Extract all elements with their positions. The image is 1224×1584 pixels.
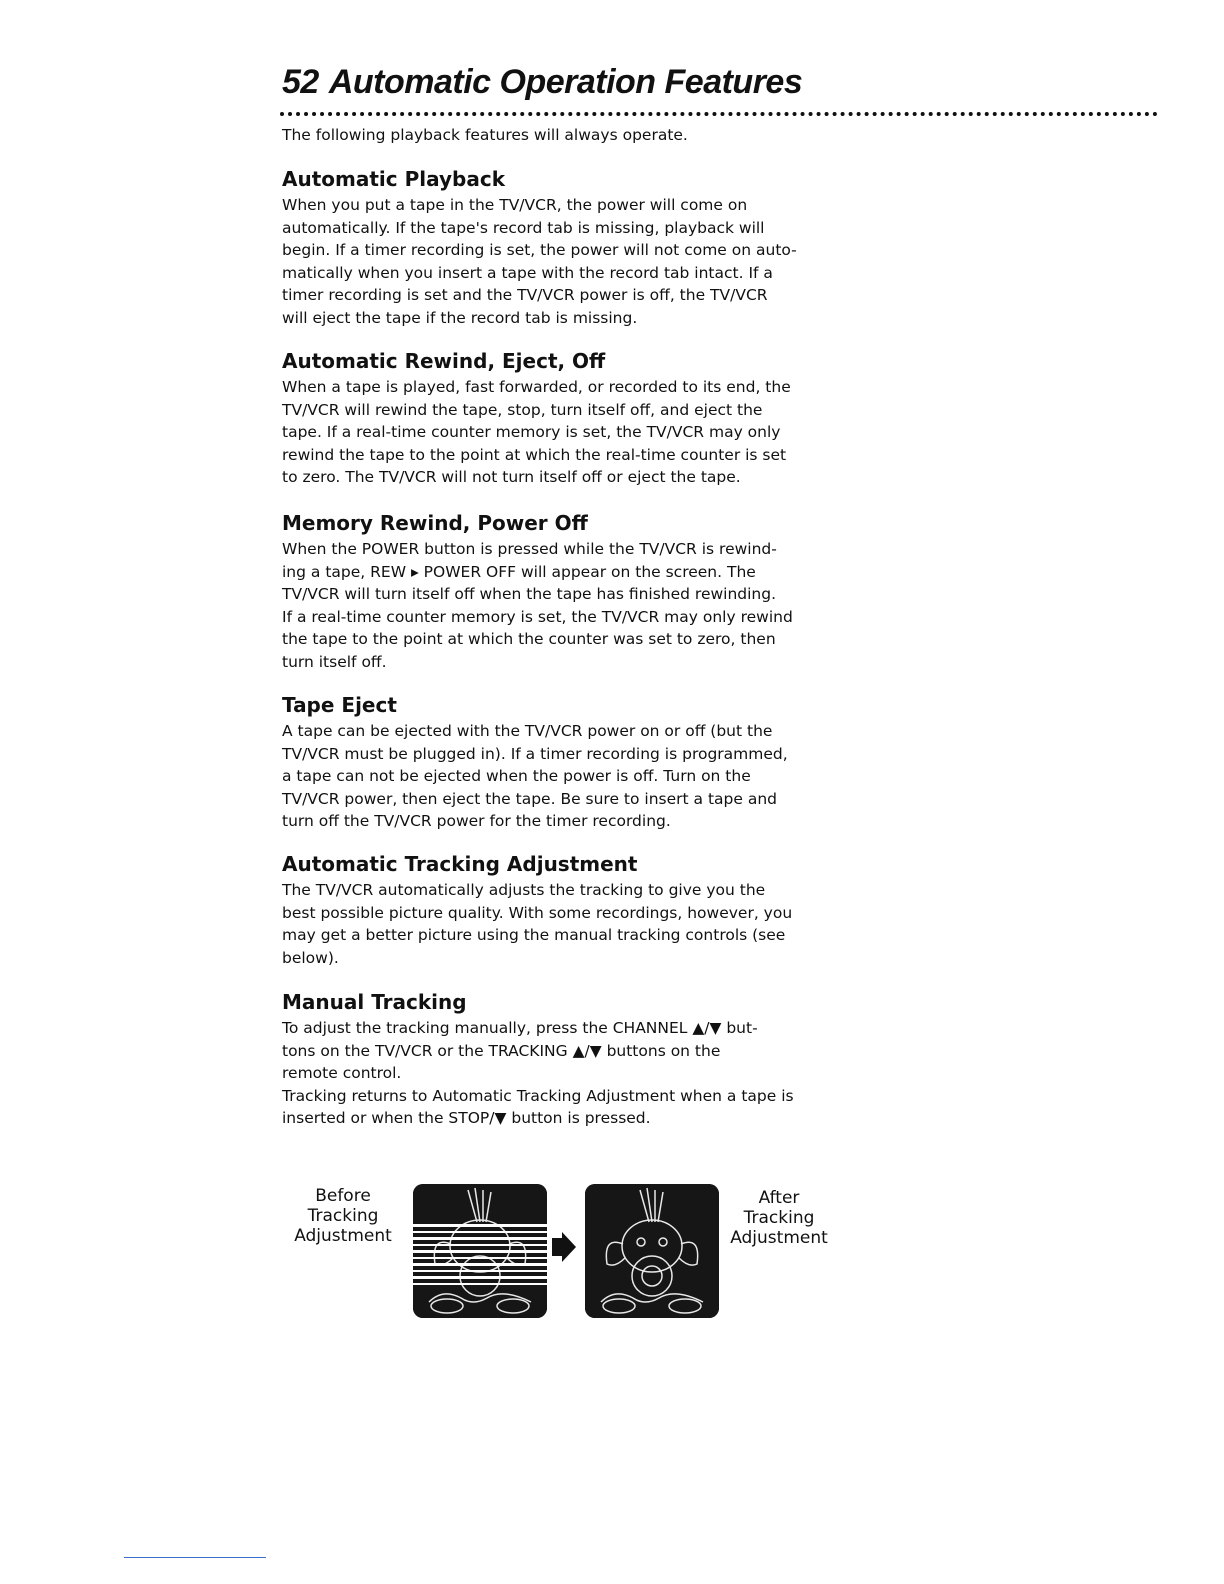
section-body: A tape can be ejected with the TV/VCR power on or off (but the TV/VCR must be plugged in). If a timer recording is programmed, a tape can not be ejected when the power is off. Turn on the TV/VCR power, then eject the tape. Be sure to insert a tape and turn off the TV/VCR power for the timer recording.	[282, 722, 788, 831]
page-header	[282, 62, 1162, 102]
section-heading: Memory Rewind, Power Off	[282, 511, 588, 535]
tracking-figure	[280, 1180, 840, 1320]
section-body: When the POWER button is pressed while the TV/VCR is rewind- ing a tape, REW ▸ POWER OFF will appear on the screen. The TV/VCR will turn itself off when the tape has finished rewinding. If a real-time counter memory is set, the TV/VCR may only rewind the tape to the point at which the counter was set to zero, then turn itself off.	[282, 540, 793, 671]
page-number: 52	[282, 63, 319, 101]
clear-picture-illustration	[585, 1184, 719, 1318]
right-arrow-icon	[552, 1232, 576, 1262]
before-caption: Before Tracking Adjustment	[294, 1186, 392, 1246]
before-tracking-screen	[413, 1184, 547, 1318]
dotted-divider	[280, 112, 1158, 116]
section-body: To adjust the tracking manually, press the CHANNEL ▲/▼ but- tons on the TV/VCR or the TRACKING ▲/▼ buttons on the remote control. Tracking returns to Automatic Tracking Adjustment when a tape is inserted or when the STOP/▼ button is pressed.	[282, 1019, 794, 1128]
section-heading: Automatic Playback	[282, 167, 505, 191]
section-body: The TV/VCR automatically adjusts the tracking to give you the best possible picture quality. With some recordings, however, you may get a better picture using the manual tracking controls (see below).	[282, 881, 793, 967]
section-heading: Automatic Tracking Adjustment	[282, 852, 638, 876]
section-heading: Manual Tracking	[282, 990, 467, 1014]
section-body: When you put a tape in the TV/VCR, the power will come on automatically. If the tape's record tab is missing, playback will begin. If a timer recording is set, the power will not come on auto- matically when you insert a tape with the record tab intact. If a timer recording is set and the TV/VCR power is off, the TV/VCR will eject the tape if the record tab is missing.	[282, 196, 797, 327]
section-heading: Automatic Rewind, Eject, Off	[282, 349, 606, 373]
section-heading: Tape Eject	[282, 693, 397, 717]
after-tracking-screen	[585, 1184, 719, 1318]
page-title	[282, 62, 1162, 102]
bottom-divider	[124, 1557, 266, 1558]
section-automatic-playback	[282, 166, 842, 330]
section-automatic-tracking	[282, 851, 842, 969]
section-tape-eject	[282, 692, 842, 833]
section-manual-tracking	[282, 989, 842, 1130]
section-memory-rewind	[282, 510, 842, 674]
page-title-text: Automatic Operation Features	[328, 63, 803, 101]
section-automatic-rewind	[282, 348, 842, 489]
after-caption: After Tracking Adjustment	[730, 1188, 828, 1248]
section-body: When a tape is played, fast forwarded, or recorded to its end, the TV/VCR will rewind the tape, stop, turn itself off, and eject the tape. If a real-time counter memory is set, the TV/VCR may only rewind the tape to the point at which the real-time counter is set to zero. The TV/VCR will not turn itself off or eject the tape.	[282, 378, 791, 487]
distorted-picture-illustration	[413, 1184, 547, 1318]
intro-text: The following playback features will always operate.	[282, 126, 688, 144]
